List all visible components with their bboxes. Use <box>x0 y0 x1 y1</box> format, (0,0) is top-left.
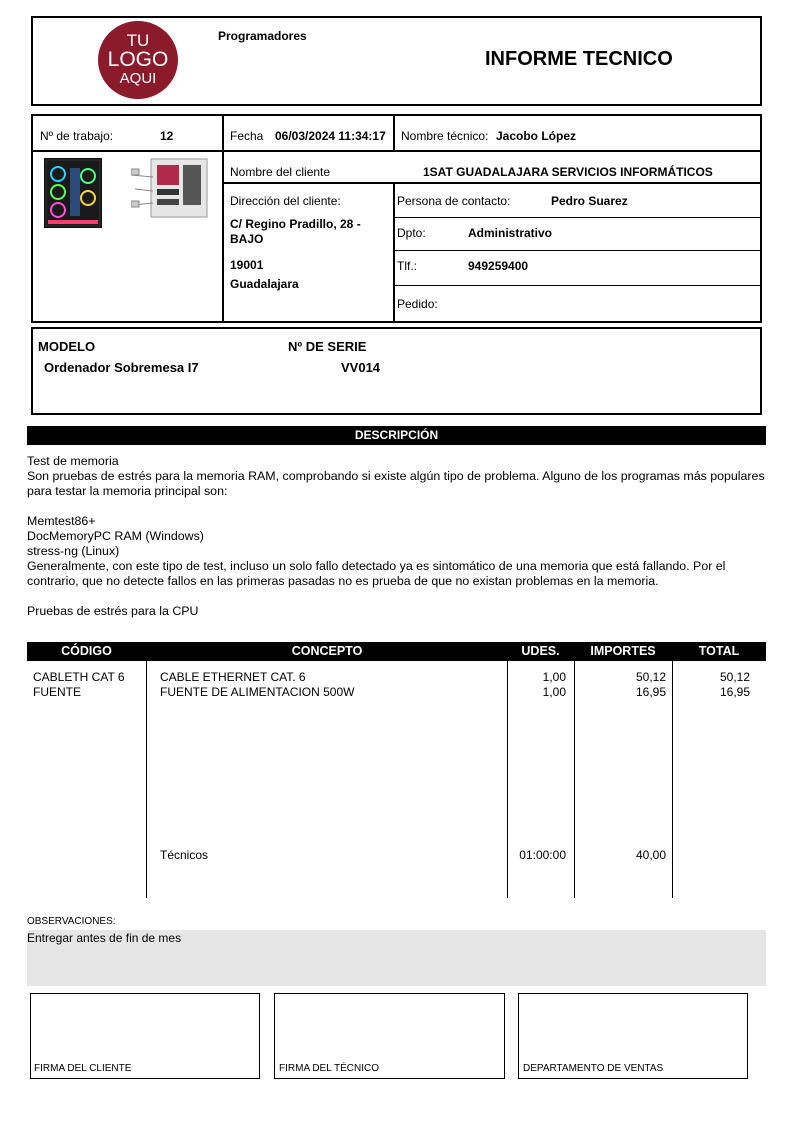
row-amount: 50,12 <box>635 670 666 684</box>
department-value: Administrativo <box>468 226 553 240</box>
row-code: FUENTE <box>33 685 81 699</box>
client-name-label: Nombre del cliente <box>230 165 331 179</box>
column-header-total: TOTAL <box>698 644 740 658</box>
divider <box>222 182 762 184</box>
description-line: Generalmente, con este tipo de test, incluso un solo fallo detectado ya es sintomático de una memoria que está fallando. Por el contrario, que no detecte fallos en las primeras pasadas no es prueba de que no existan problemas en la memoria. <box>27 559 726 588</box>
row-total: 16,95 <box>719 685 750 699</box>
document-title: INFORME TECNICO <box>485 48 673 70</box>
row-amount: 16,95 <box>635 685 666 699</box>
labor-amount: 40,00 <box>635 848 666 862</box>
column-header-amounts: IMPORTES <box>590 644 656 658</box>
client-address-line-2: BAJO <box>230 232 264 246</box>
client-postal-code: 19001 <box>230 258 264 272</box>
phone-value: 949259400 <box>468 259 529 273</box>
technician-signature-label: FIRMA DEL TÉCNICO <box>279 1063 380 1074</box>
divider <box>394 285 760 286</box>
technician-signature-box <box>274 993 505 1079</box>
serial-value: VV014 <box>341 360 381 375</box>
observations-text: Entregar antes de fin de mes <box>27 931 182 945</box>
description-line: Pruebas de estrés para la CPU <box>27 604 199 618</box>
department-label: Dpto: <box>397 226 426 240</box>
sales-signature-label: DEPARTAMENTO DE VENTAS <box>523 1063 664 1074</box>
description-line: DocMemoryPC RAM (Windows) <box>27 529 204 543</box>
column-header-units: UDES. <box>521 644 560 658</box>
order-label: Pedido: <box>397 297 438 311</box>
company-name: Programadores <box>218 29 307 43</box>
row-code: CABLETH CAT 6 <box>33 670 125 684</box>
description-text <box>27 454 766 619</box>
model-label: MODELO <box>38 339 96 354</box>
client-city: Guadalajara <box>230 277 299 291</box>
labor-units: 01:00:00 <box>519 848 566 862</box>
divider <box>394 250 760 251</box>
sales-signature-box <box>518 993 748 1079</box>
divider <box>31 150 762 152</box>
description-line: Son pruebas de estrés para la memoria RAM, comprobando si existe algún tipo de problema. Alguno de los programas más populares para testar la memoria principal son: <box>27 469 765 498</box>
phone-label: Tlf.: <box>397 259 417 273</box>
column-header-concept: CONCEPTO <box>291 644 363 658</box>
date-value: 06/03/2024 11:34:17 <box>275 129 386 143</box>
client-signature-label: FIRMA DEL CLIENTE <box>34 1063 132 1074</box>
job-number-label: Nº de trabajo: <box>40 129 114 143</box>
row-concept: CABLE ETHERNET CAT. 6 <box>160 670 306 684</box>
divider <box>394 217 760 218</box>
row-units: 1,00 <box>542 670 566 684</box>
divider <box>393 114 395 152</box>
labor-concept: Técnicos <box>160 848 209 862</box>
date-label: Fecha <box>230 129 264 143</box>
contact-label: Persona de contacto: <box>397 194 511 208</box>
technician-label: Nombre técnico: <box>401 129 489 143</box>
client-address-line-1: C/ Regino Pradillo, 28 - <box>230 217 361 231</box>
column-header-code: CÓDIGO <box>61 644 112 658</box>
pc-case-image <box>44 158 102 228</box>
logo-line-1: TU <box>126 31 150 50</box>
row-concept: FUENTE DE ALIMENTACION 500W <box>160 685 355 699</box>
job-number-value: 12 <box>160 129 174 143</box>
pc-internals-image <box>131 155 211 221</box>
description-header: DESCRIPCIÓN <box>27 426 766 445</box>
description-line: stress-ng (Linux) <box>27 544 120 558</box>
serial-label: Nº DE SERIE <box>288 339 367 354</box>
model-value: Ordenador Sobremesa I7 <box>44 360 199 375</box>
client-signature-box <box>30 993 260 1079</box>
observations-label: OBSERVACIONES: <box>27 916 116 927</box>
logo <box>98 21 178 99</box>
row-units: 1,00 <box>542 685 566 699</box>
technician-value: Jacobo López <box>496 129 577 143</box>
description-line: Test de memoria <box>27 454 119 468</box>
contact-value: Pedro Suarez <box>551 194 628 208</box>
observations-box <box>27 930 766 986</box>
logo-line-2: LOGO <box>107 48 169 71</box>
row-total: 50,12 <box>719 670 750 684</box>
divider <box>393 182 395 323</box>
client-address-label: Dirección del cliente: <box>230 194 341 208</box>
column-divider <box>146 661 147 898</box>
divider <box>222 114 224 323</box>
client-name-value: 1SAT GUADALAJARA SERVICIOS INFORMÁTICOS <box>423 165 713 179</box>
description-line: Memtest86+ <box>27 514 96 528</box>
logo-line-3: AQUI <box>119 70 157 87</box>
